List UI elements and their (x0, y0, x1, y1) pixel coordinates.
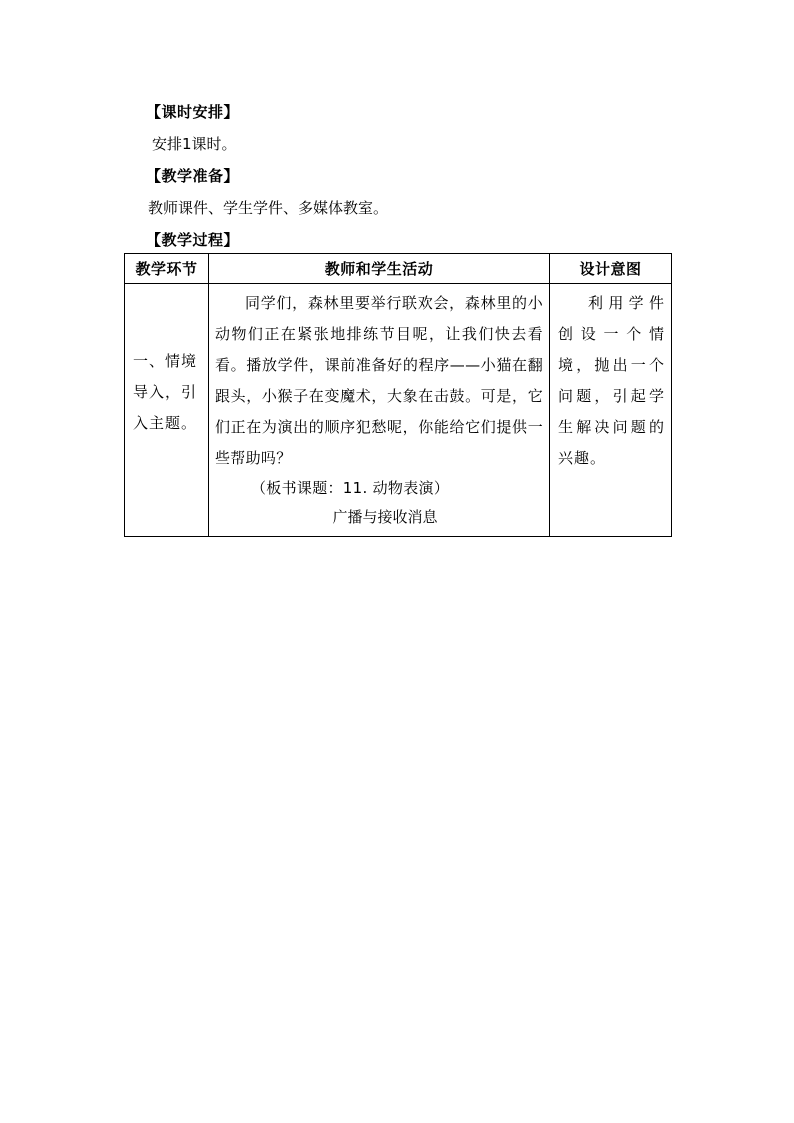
intent-cell (550, 284, 672, 537)
prep-text: 教师课件、学生学件、多媒体教室。 (148, 199, 389, 217)
board-title (215, 474, 543, 503)
stage-cell (125, 284, 209, 537)
stage-text: 一、情境导入，引入主题。 (133, 352, 198, 432)
activity-text: 同学们，森林里要举行联欢会，森林里的小动物们正在紧张地排练节目呢，让我们快去看看。播放学件，课前准备好的程序——小猫在翻跟头，小猴子在变魔术，大象在击鼓。可是，它们正在为演出的顺序犯愁呢，你能给它们提供一些帮助吗？ (215, 294, 543, 467)
table-header-row (125, 254, 672, 284)
lesson-process-table (124, 253, 672, 537)
header-intent: 设计意图 (550, 254, 672, 284)
prep-heading: 【教学准备】 (146, 167, 240, 185)
process-heading: 【教学过程】 (146, 231, 240, 249)
schedule-heading: 【课时安排】 (146, 103, 240, 121)
activity-cell (209, 284, 550, 537)
schedule-text: 安排1课时。 (152, 135, 237, 153)
board-title-text: （板书课题：11. 动物表演 (251, 479, 434, 497)
table-row (125, 284, 672, 537)
header-stage: 教学环节 (125, 254, 209, 284)
board-title-close: ） (433, 479, 450, 497)
intent-text: 利用学件创设一个情境，抛出一个问题，引起学生解决问题的兴趣。 (558, 294, 665, 467)
header-activity: 教师和学生活动 (209, 254, 550, 284)
board-subtitle: 广播与接收消息 (332, 508, 438, 526)
